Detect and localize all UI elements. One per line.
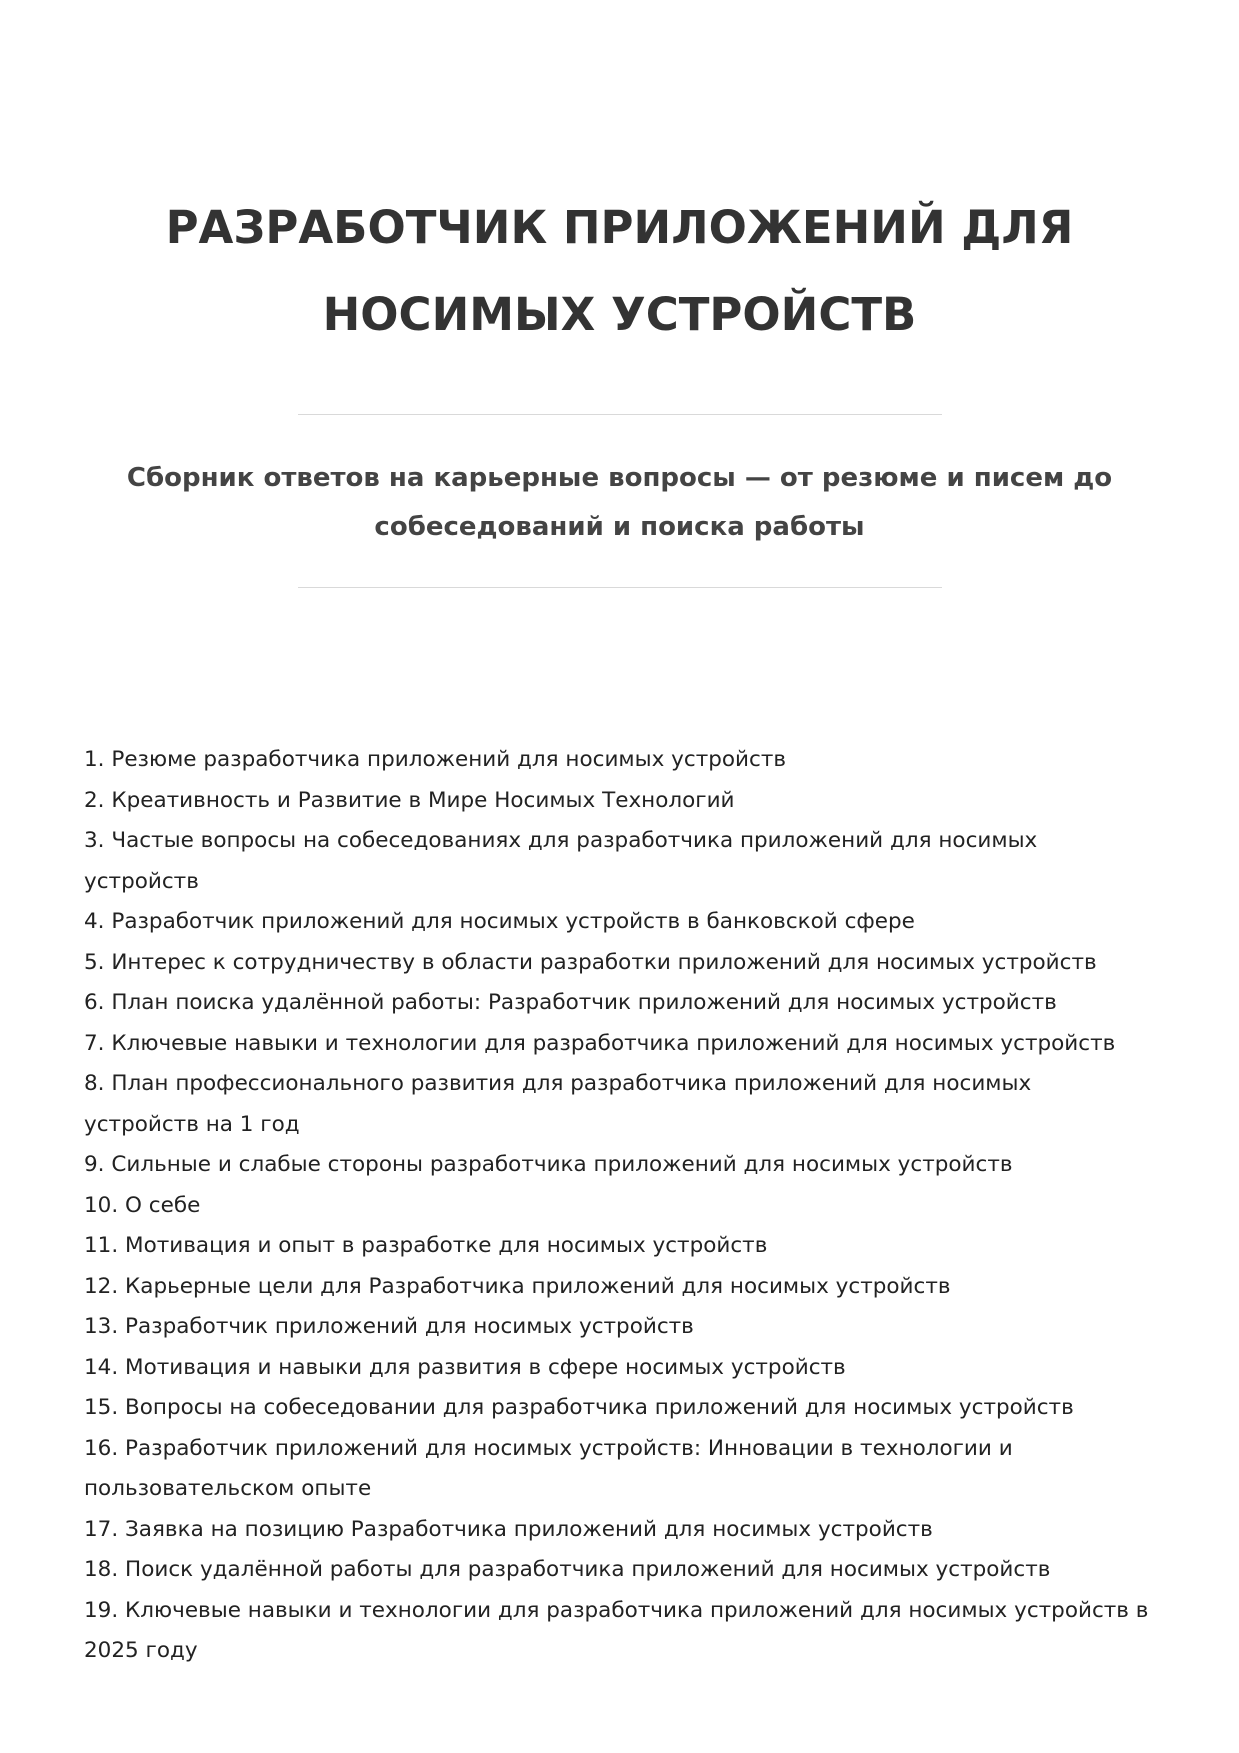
toc-item[interactable] <box>84 1064 1164 1145</box>
toc-item-text: 2. Креативность и Развитие в Мире Носимых Технологий <box>84 787 735 813</box>
table-of-contents <box>84 740 1164 1672</box>
toc-item-text: 18. Поиск удалённой работы для разработчика приложений для носимых устройств <box>84 1557 1051 1582</box>
toc-item-text: 2025 году <box>84 1638 198 1663</box>
toc-item-text: 12. Карьерные цели для Разработчика приложений для носимых устройств <box>84 1273 951 1299</box>
toc-item[interactable] <box>84 1145 1164 1186</box>
toc-item[interactable] <box>84 1550 1164 1591</box>
toc-item[interactable] <box>84 983 1164 1024</box>
toc-item-text: 6. План поиска удалённой работы: Разработчик приложений для носимых устройств <box>84 990 1057 1015</box>
toc-item[interactable] <box>84 1429 1164 1510</box>
subtitle-line: Сборник ответов на карьерные вопросы — от резюме и писем до <box>126 463 1113 493</box>
toc-item[interactable] <box>84 1307 1164 1348</box>
toc-item-text: 15. Вопросы на собеседовании для разработчика приложений для носимых устройств <box>84 1395 1074 1420</box>
toc-item[interactable] <box>84 1267 1164 1308</box>
toc-item-text: 7. Ключевые навыки и технологии для разработчика приложений для носимых устройств <box>84 1030 1116 1056</box>
divider-top <box>298 414 942 415</box>
toc-item-text: 10. О себе <box>84 1192 201 1218</box>
toc-item[interactable] <box>84 740 1164 781</box>
toc-item[interactable] <box>84 781 1164 822</box>
toc-item[interactable] <box>84 1348 1164 1389</box>
toc-item-text: пользовательском опыте <box>84 1476 372 1501</box>
toc-item-text: устройств <box>84 868 199 894</box>
title-line: РАЗРАБОТЧИК ПРИЛОЖЕНИЙ ДЛЯ <box>165 201 1074 254</box>
toc-item[interactable] <box>84 821 1164 902</box>
toc-item[interactable] <box>84 902 1164 943</box>
toc-item[interactable] <box>84 1591 1164 1672</box>
toc-item-text: 3. Частые вопросы на собеседованиях для разработчика приложений для носимых <box>84 828 1038 853</box>
toc-item[interactable] <box>84 1226 1164 1267</box>
toc-item[interactable] <box>84 1024 1164 1065</box>
toc-item-text: 16. Разработчик приложений для носимых устройств: Инновации в технологии и <box>84 1435 1013 1461</box>
toc-item[interactable] <box>84 943 1164 984</box>
toc-item-text: 13. Разработчик приложений для носимых устройств <box>84 1314 694 1339</box>
toc-item-text: 8. План профессионального развития для разработчика приложений для носимых <box>84 1071 1032 1096</box>
toc-item[interactable] <box>84 1388 1164 1429</box>
toc-item[interactable] <box>84 1186 1164 1227</box>
toc-item-text: 4. Разработчик приложений для носимых устройств в банковской сфере <box>84 909 915 934</box>
toc-item-text: 14. Мотивация и навыки для развития в сфере носимых устройств <box>84 1354 846 1380</box>
subtitle-line: собеседований и поиска работы <box>374 512 865 542</box>
document-subtitle <box>100 454 1139 552</box>
document-title <box>120 184 1119 358</box>
toc-item-text: 11. Мотивация и опыт в разработке для носимых устройств <box>84 1233 768 1258</box>
toc-item-text: 19. Ключевые навыки и технологии для разработчика приложений для носимых устройств в <box>84 1597 1149 1623</box>
toc-item-text: 1. Резюме разработчика приложений для носимых устройств <box>84 747 787 772</box>
toc-item-text: 17. Заявка на позицию Разработчика приложений для носимых устройств <box>84 1516 933 1542</box>
toc-item-text: устройств на 1 год <box>84 1111 300 1137</box>
toc-item-text: 9. Сильные и слабые стороны разработчика приложений для носимых устройств <box>84 1152 1013 1177</box>
divider-bottom <box>298 587 942 588</box>
toc-item[interactable] <box>84 1510 1164 1551</box>
title-line: НОСИМЫХ УСТРОЙСТВ <box>322 288 917 341</box>
toc-item-text: 5. Интерес к сотрудничеству в области разработки приложений для носимых устройств <box>84 949 1097 975</box>
